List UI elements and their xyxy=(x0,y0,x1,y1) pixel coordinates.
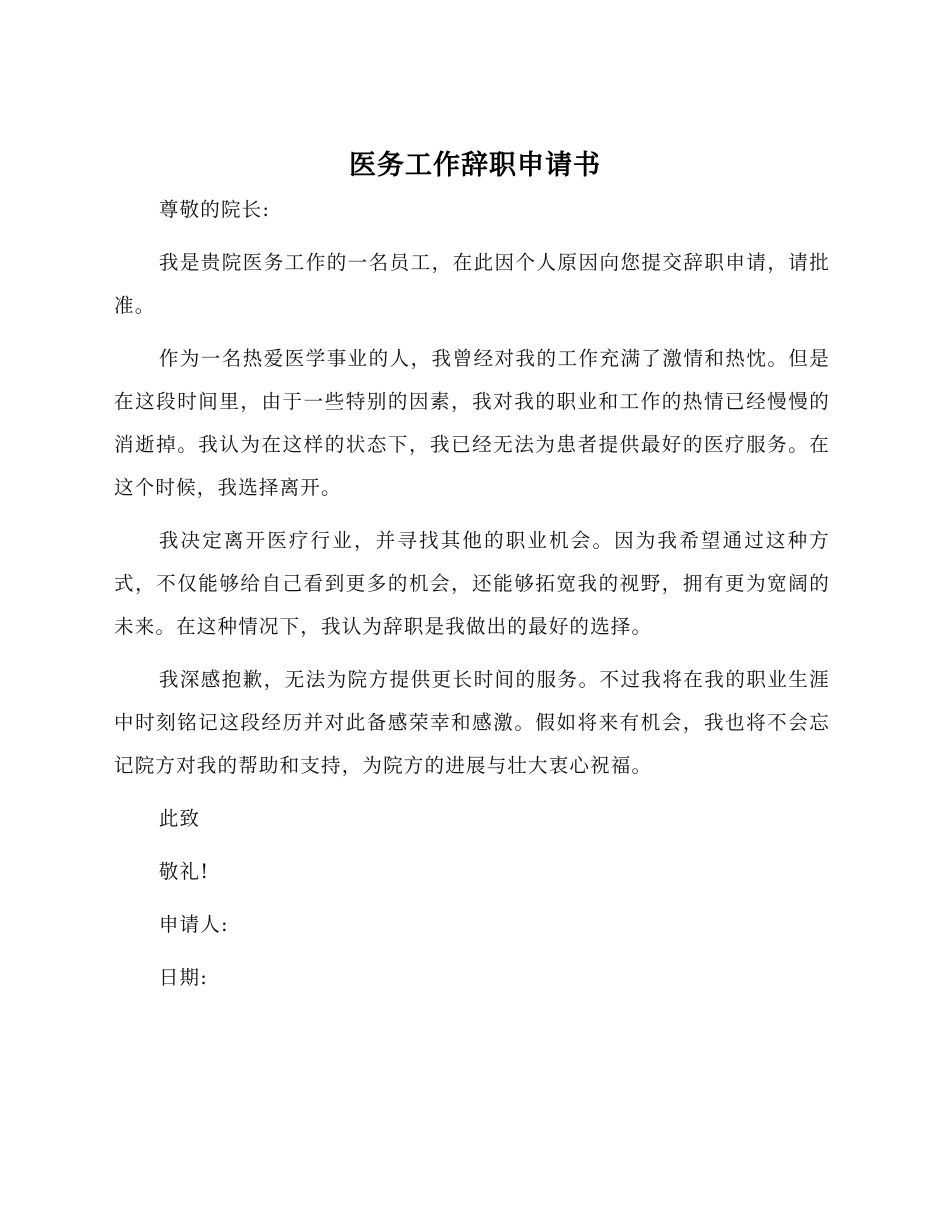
paragraph: 我深感抱歉，无法为院方提供更长时间的服务。不过我将在我的职业生涯中时刻铭记这段经历并对此备感荣幸和感激。假如将来有机会，我也将不会忘记院方对我的帮助和支持，为院方的进展与壮大衷心祝福。 xyxy=(114,668,830,777)
salutation: 尊敬的院长: xyxy=(158,198,271,221)
paragraph: 作为一名热爱医学事业的人，我曾经对我的工作充满了激情和热忱。但是在这段时间里，由于一些特别的因素，我对我的职业和工作的热情已经慢慢的消逝掉。我认为在这样的状态下，我已经无法为患者提供最好的医疗服务。在这个时候，我选择离开。 xyxy=(114,347,830,499)
applicant-label: 申请人: xyxy=(158,913,229,936)
closing-regards: 敬礼! xyxy=(158,860,210,883)
closing-line: 此致 xyxy=(158,807,201,830)
paragraph: 我是贵院医务工作的一名员工，在此因个人原因向您提交辞职申请，请批准。 xyxy=(114,251,830,317)
document-title: 医务工作辞职申请书 xyxy=(349,150,601,181)
document-body xyxy=(114,188,830,1009)
paragraph: 我决定离开医疗行业，并寻找其他的职业机会。因为我希望通过这种方式，不仅能够给自己看到更多的机会，还能够拓宽我的视野，拥有更为宽阔的未来。在这种情况下，我认为辞职是我做出的最好的选择。 xyxy=(114,529,830,638)
date-label: 日期: xyxy=(158,966,209,989)
